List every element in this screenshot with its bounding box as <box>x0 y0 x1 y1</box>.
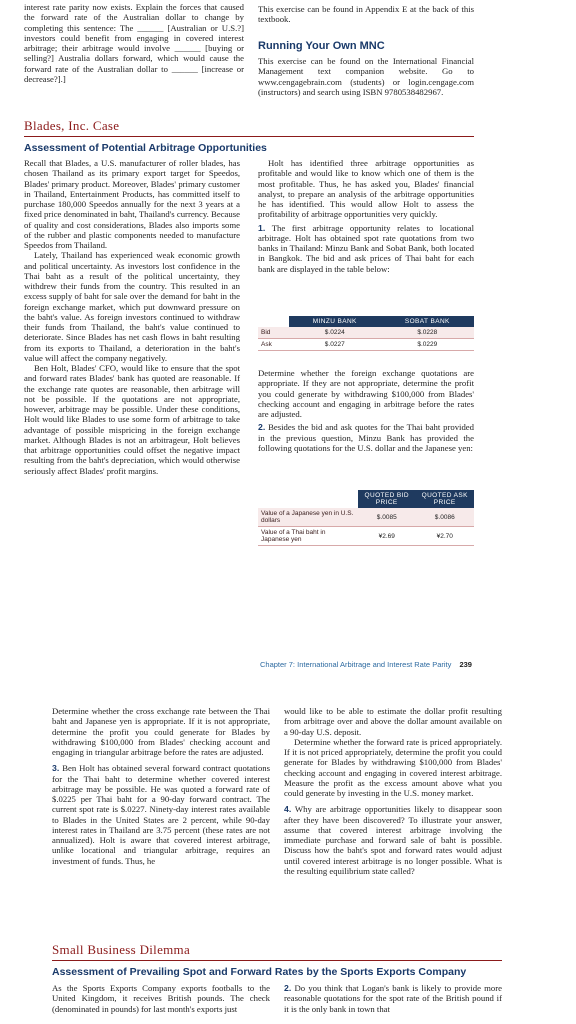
table-row <box>258 527 474 546</box>
footer-page-number: 239 <box>459 660 472 669</box>
footer-chapter: Chapter 7: International Arbitrage and Interest Rate Parity <box>260 660 452 669</box>
table1-header-minzu: MINZU BANK <box>289 316 381 327</box>
question-2 <box>258 422 474 453</box>
small-business-title <box>52 942 190 958</box>
question-4 <box>284 804 502 876</box>
lower-column-2 <box>284 706 502 876</box>
question-1 <box>258 223 474 274</box>
case-paragraph-2: Lately, Thailand has experienced weak economic growth and political uncertainty. As investors lost confidence in the Thai baht as a result of the political uncertainty, they withdrew their funds from the country. This resulted in an excess supply of baht for sale over the demand for baht in the foreign exchange market, which put downward pressure on the baht's value. As foreign investors continued to withdraw their funds from Thailand, the baht's value continued to deteriorate. Since Blades has net cash flows in baht resulting from its exports to Thailand, a deterioration in the baht's value will affect the company negatively. <box>24 250 240 363</box>
table2-header-ask: QUOTED ASK PRICE <box>415 490 474 508</box>
table1-cell: $.0224 <box>289 327 381 339</box>
question-1-followup <box>258 368 474 453</box>
lower-col2-continued: would like to be able to estimate the dollar profit resulting from arbitrage over and above the dollar amount available on a 90-day U.S. deposit. <box>284 706 502 737</box>
table2-cell: $.0085 <box>358 508 415 527</box>
top-left-question <box>24 2 244 84</box>
page-footer <box>260 660 472 669</box>
question-4-number: 4. <box>284 804 292 815</box>
table1-row-label: Bid <box>258 327 289 339</box>
small-business-rule <box>52 960 502 961</box>
small-business-q2-text: Do you think that Logan's bank is likely to provide more reasonable quotations for the spot rate of the British pound if it is the only bank in town that <box>284 983 503 1014</box>
small-business-column-1 <box>52 983 270 1014</box>
yen-quotes-table <box>258 490 474 546</box>
question-1-text: The first arbitrage opportunity relates to locational arbitrage. Holt has obtained spot rate quotations from two banks in Thailand: Minzu Bank and Sobat Bank, both located in Bangkok. The bid and ask prices of Thai baht for each bank are displayed in the table below: <box>258 222 475 274</box>
table1-row-label: Ask <box>258 339 289 351</box>
case-title-text: Blades, Inc. Case <box>24 118 120 133</box>
case-paragraph-3: Ben Holt, Blades' CFO, would like to ensure that the spot and forward rates Blades' bank has quoted are reasonable. If the exchange rate quotes are reasonable, then arbitrage will not be possible. If the quotations are not appropriate, however, arbitrage may be possible. Under these conditions, Holt would like Blades to use some form of arbitrage to take advantage of possible mispricing in the foreign exchange market. Although Blades is not an arbitrageur, Holt believes that arbitrage opportunities could offset the negative impact resulting from the baht's depreciation, which would otherwise seriously affect Blades' profit margins. <box>24 363 240 476</box>
table1-cell: $.0228 <box>381 327 474 339</box>
table1-header-sobat: SOBAT BANK <box>381 316 474 327</box>
table1-cell: $.0229 <box>381 339 474 351</box>
table2-cell: ¥2.69 <box>358 527 415 546</box>
table-row <box>258 508 474 527</box>
appendix-note-text: This exercise can be found in Appendix E at the back of this textbook. <box>258 4 474 25</box>
mnc-section <box>258 56 474 97</box>
table2-corner <box>258 490 358 508</box>
table-row <box>258 339 474 351</box>
question-2-text: Besides the bid and ask quotes for the Thai baht provided in the previous question, Minzu Bank has provided the following quotations for the U.S. dollar and the Japanese yen: <box>258 422 475 453</box>
small-business-column-2 <box>284 983 502 1014</box>
case-column-2 <box>258 158 474 274</box>
table2-header-bid: QUOTED BID PRICE <box>358 490 415 508</box>
table2-cell: ¥2.70 <box>415 527 474 546</box>
mnc-title: Running Your Own MNC <box>258 40 385 52</box>
table-row <box>258 327 474 339</box>
question-3-text: Ben Holt has obtained several forward contract quotations for the Thai baht to determine whether covered interest arbitrage may be possible. He was quoted a forward rate of $.0225 per Thai baht for a 90-day forward contract. The current spot rate is $.0227. Ninety-day interest rates available to Blades in the United States are 2 percent, while 90-day interest rates in Thailand are 3.75 percent (these rates are not annualized). Holt is aware that covered interest arbitrage, unlike locational and triangular arbitrage, requires an investment of funds. Thus, he <box>52 763 271 866</box>
small-business-title-text: Small Business Dilemma <box>52 942 191 957</box>
small-business-q2-number: 2. <box>284 983 292 993</box>
question-1-followup-text: Determine whether the foreign exchange quotations are appropriate. If they are not appropriate, determine the profit you could generate by withdrawing $100,000 from Blades' checking account and engaging in arbitrage before the rates are adjusted. <box>258 368 474 419</box>
bank-quotes-header-row <box>258 316 474 327</box>
table1-corner <box>258 316 289 327</box>
case-title-rule <box>24 136 474 137</box>
lower-col2-paragraph: Determine whether the forward rate is priced appropriately. If it is not priced appropriately, determine the profit you could generate for Blades by withdrawing $100,000 from Blades' checking account and engaging in covered interest arbitrage. Measure the profit as the excess amount above what you could generate by investing in the U.S. money market. <box>284 736 502 798</box>
table2-row-label: Value of a Japanese yen in U.S. dollars <box>258 508 358 527</box>
lower-column-1 <box>52 706 270 866</box>
question-4-text: Why are arbitrage opportunities likely to disappear soon after they have been discovered? To illustrate your answer, assume that covered interest arbitrage involving the immediate purchase and forward sale of baht is possible. Discuss how the baht's spot and forward rates would adjust until covered interest arbitrage is no longer possible. What is the resulting equilibrium state called? <box>284 804 503 876</box>
carryover-question-text: interest rate parity now exists. Explain the forces that caused the forward rate of the Australian dollar to change by completing this sentence: The ______ [Australian or U.S.?] investors could benefit from engaging in covered interest arbitrage; their arbitrage would involve ______ [buying or selling?] Australia dollars forward, which would cause the forward rate of the Australian dollar to ______ [increase or decrease?].] <box>24 2 244 84</box>
mnc-text: This exercise can be found on the International Financial Management text companion website. Go to www.cengagebrain.com (students) or login.cengage.com (instructors) and search using ISBN 9780538482967. <box>258 56 474 97</box>
small-business-subtitle: Assessment of Prevailing Spot and Forward Rates by the Sports Exports Company <box>52 966 467 978</box>
lower-col1-continued: Determine whether the cross exchange rate between the Thai baht and Japanese yen is appropriate. If it is not appropriate, determine the profit you could generate for Blades by withdrawing $100,000 from Blades' checking account and engaging in triangular arbitrage before the rates are adjusted. <box>52 706 270 757</box>
small-business-col1-text: As the Sports Exports Company exports footballs to the United Kingdom, it receives British pounds. The check (denominated in pounds) for last month's exports just <box>52 983 270 1014</box>
bank-quotes-table <box>258 316 474 351</box>
question-1-number: 1. <box>258 222 266 233</box>
case-column-1 <box>24 158 240 476</box>
yen-quotes-header-row <box>258 490 474 508</box>
table2-cell: $.0086 <box>415 508 474 527</box>
table2-row-label: Value of a Thai baht in Japanese yen <box>258 527 358 546</box>
question-3 <box>52 763 270 866</box>
question-2-number: 2. <box>258 422 266 433</box>
case-paragraph-1: Recall that Blades, a U.S. manufacturer of roller blades, has chosen Thailand as its primary export target for Speedos, Blades' primary product. Moreover, Blades' primary customer in Thailand, Entertainment Products, has committed itself to purchase 180,000 Speedos annually for the next 3 years at a fixed price denominated in baht, Thailand's currency. Because of quality and cost considerations, Blades also imports some of the rubber and plastic components needed to manufacture Speedos from Thailand. <box>24 158 240 250</box>
question-3-number: 3. <box>52 763 60 774</box>
case-title <box>24 118 119 134</box>
small-business-question-2 <box>284 983 502 1014</box>
case-subtitle: Assessment of Potential Arbitrage Opportunities <box>24 142 267 154</box>
appendix-note <box>258 4 474 25</box>
table1-cell: $.0227 <box>289 339 381 351</box>
case-col2-intro: Holt has identified three arbitrage opportunities as profitable and would like to know which one of them is the most profitable. Thus, he has asked you, Blades' financial analyst, to prepare an analysis of the arbitrage opportunities he has identified. This would allow Holt to assess the profitability of arbitrage opportunities very quickly. <box>258 158 474 220</box>
